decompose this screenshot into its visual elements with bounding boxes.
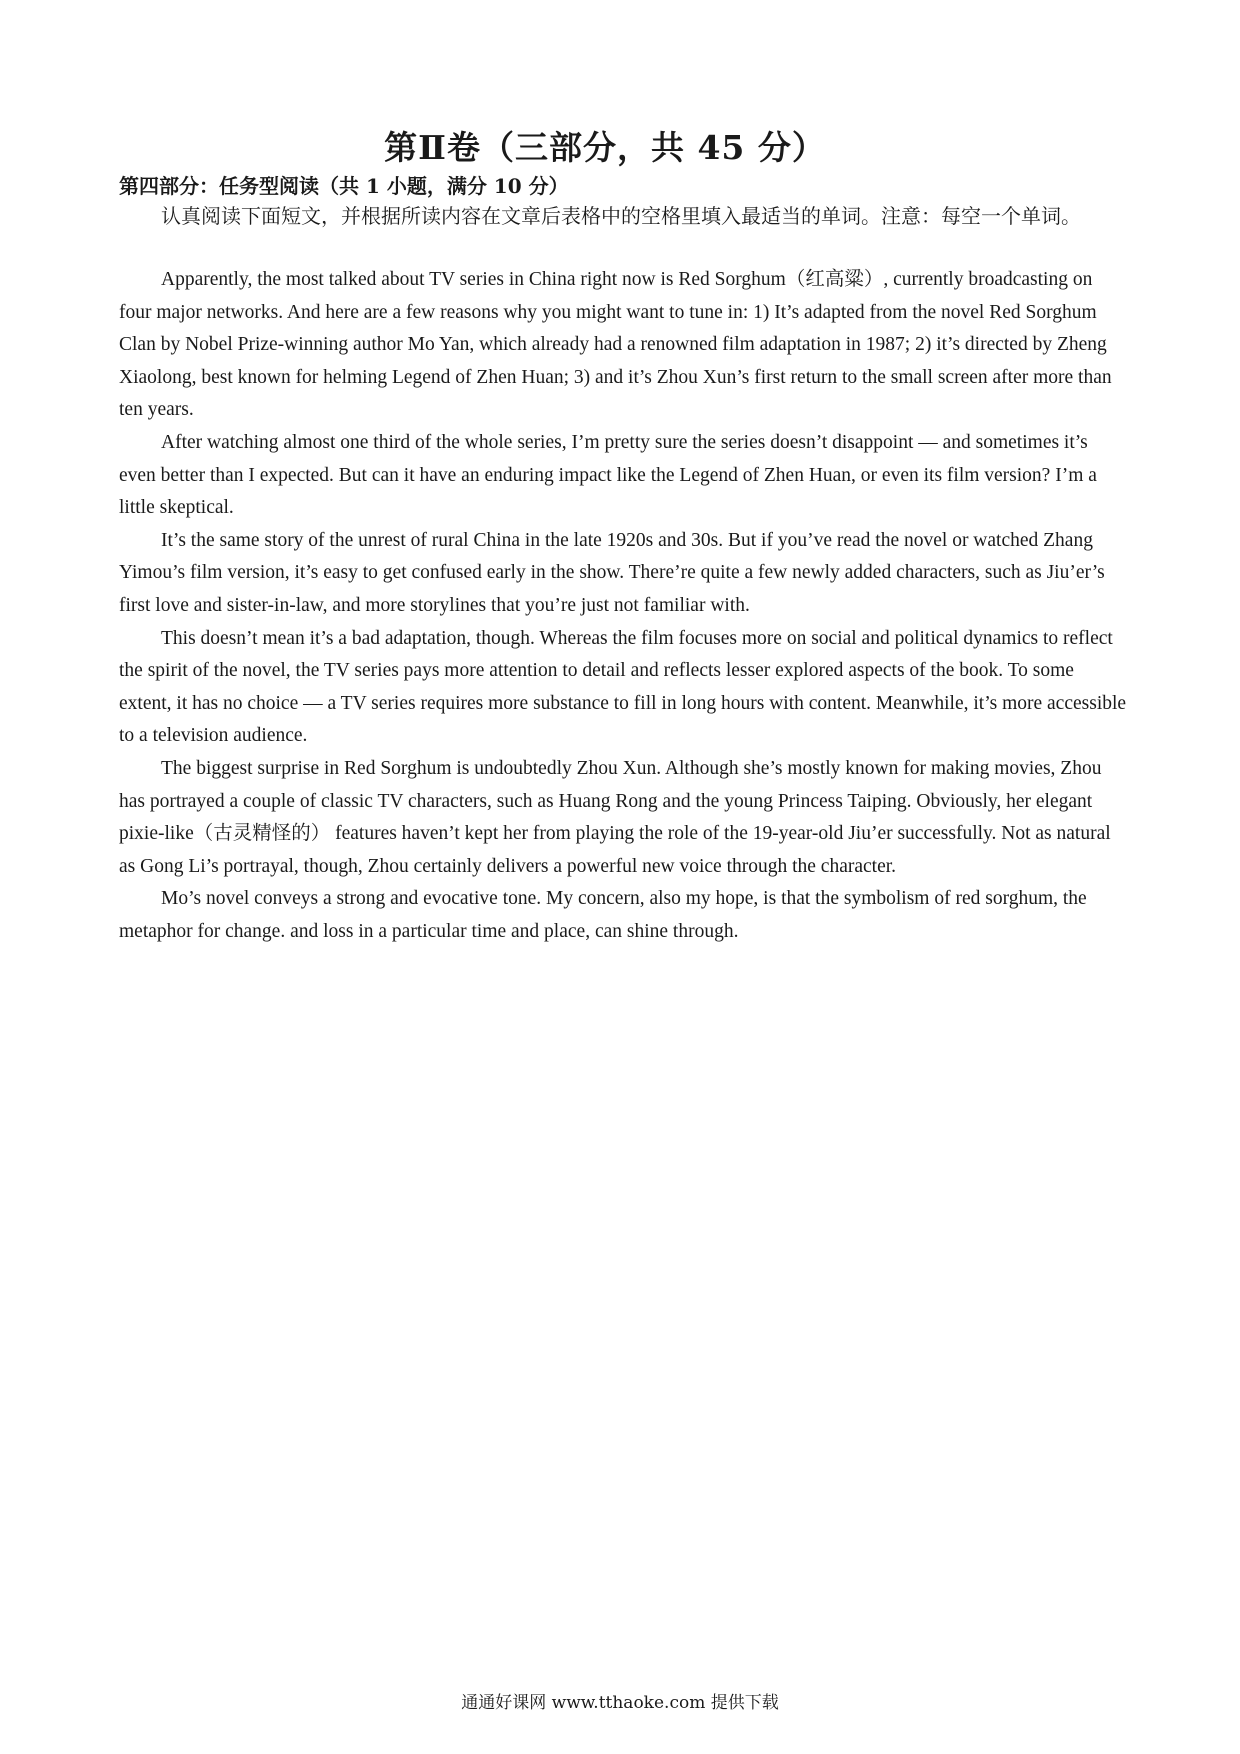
article-body <box>119 264 1129 948</box>
article-paragraph: It’s the same story of the unrest of rural China in the late 1920s and 30s. But if you’ve read the novel or watched Zhang Yimou’s film version, it’s easy to get confused early in the show. There’re quite a few newly added characters, such as Jiu’er’s first love and sister-in-law, and more storylines that you’re just not familiar with. <box>119 529 1105 616</box>
article-paragraph: Apparently, the most talked about TV series in China right now is Red Sorghum（红高粱）, currently broadcasting on four major networks. And here are a few reasons why you might want to tune in: 1) It’s adapted from the novel Red Sorghum Clan by Nobel Prize-winning author Mo Yan, which already had a renowned film adaptation in 1987; 2) it’s directed by Zheng Xiaolong, best known for helming Legend of Zhen Huan; 3) and it’s Zhou Xun’s first return to the small screen after more than ten years. <box>119 269 1112 421</box>
article-paragraph: After watching almost one third of the whole series, I’m pretty sure the series doesn’t disappoint — and sometimes it’s even better than I expected. But can it have an enduring impact like the Legend of Zhen Huan, or even its film version? I’m a little skeptical. <box>119 431 1097 519</box>
section-title: 第四部分：任务型阅读（共 1 小题，满分 10 分） <box>119 174 569 198</box>
article-paragraph: This doesn’t mean it’s a bad adaptation, though. Whereas the film focuses more on social and political dynamics to reflect the spirit of the novel, the TV series pays more attention to detail and reflects lesser explored aspects of the book. To some extent, it has no choice — a TV series requires more substance to fill in long hours with content. Meanwhile, it’s more accessible to a television audience. <box>119 627 1127 747</box>
volume-title: 第Ⅱ卷（三部分，共 45 分） <box>384 128 826 167</box>
page-footer: 通通好课网 www.tthaoke.com 提供下载 <box>461 1693 779 1713</box>
article-paragraph: The biggest surprise in Red Sorghum is undoubtedly Zhou Xun. Although she’s mostly known for making movies, Zhou has portrayed a couple of classic TV characters, such as Huang Rong and the young Princess Taiping. Obviously, her elegant pixie-like（古灵精怪的） features haven’t kept her from playing the role of the 19-year-old Jiu’er successfully. Not as natural as Gong Li’s portrayal, though, Zhou certainly delivers a powerful new voice through the character. <box>119 757 1111 877</box>
article-paragraph: Mo’s novel conveys a strong and evocative tone. My concern, also my hope, is that the symbolism of red sorghum, the metaphor for change. and loss in a particular time and place, can shine through. <box>119 888 1087 942</box>
instruction-text: 认真阅读下面短文，并根据所读内容在文章后表格中的空格里填入最适当的单词。注意：每空一个单词。 <box>161 204 1081 228</box>
